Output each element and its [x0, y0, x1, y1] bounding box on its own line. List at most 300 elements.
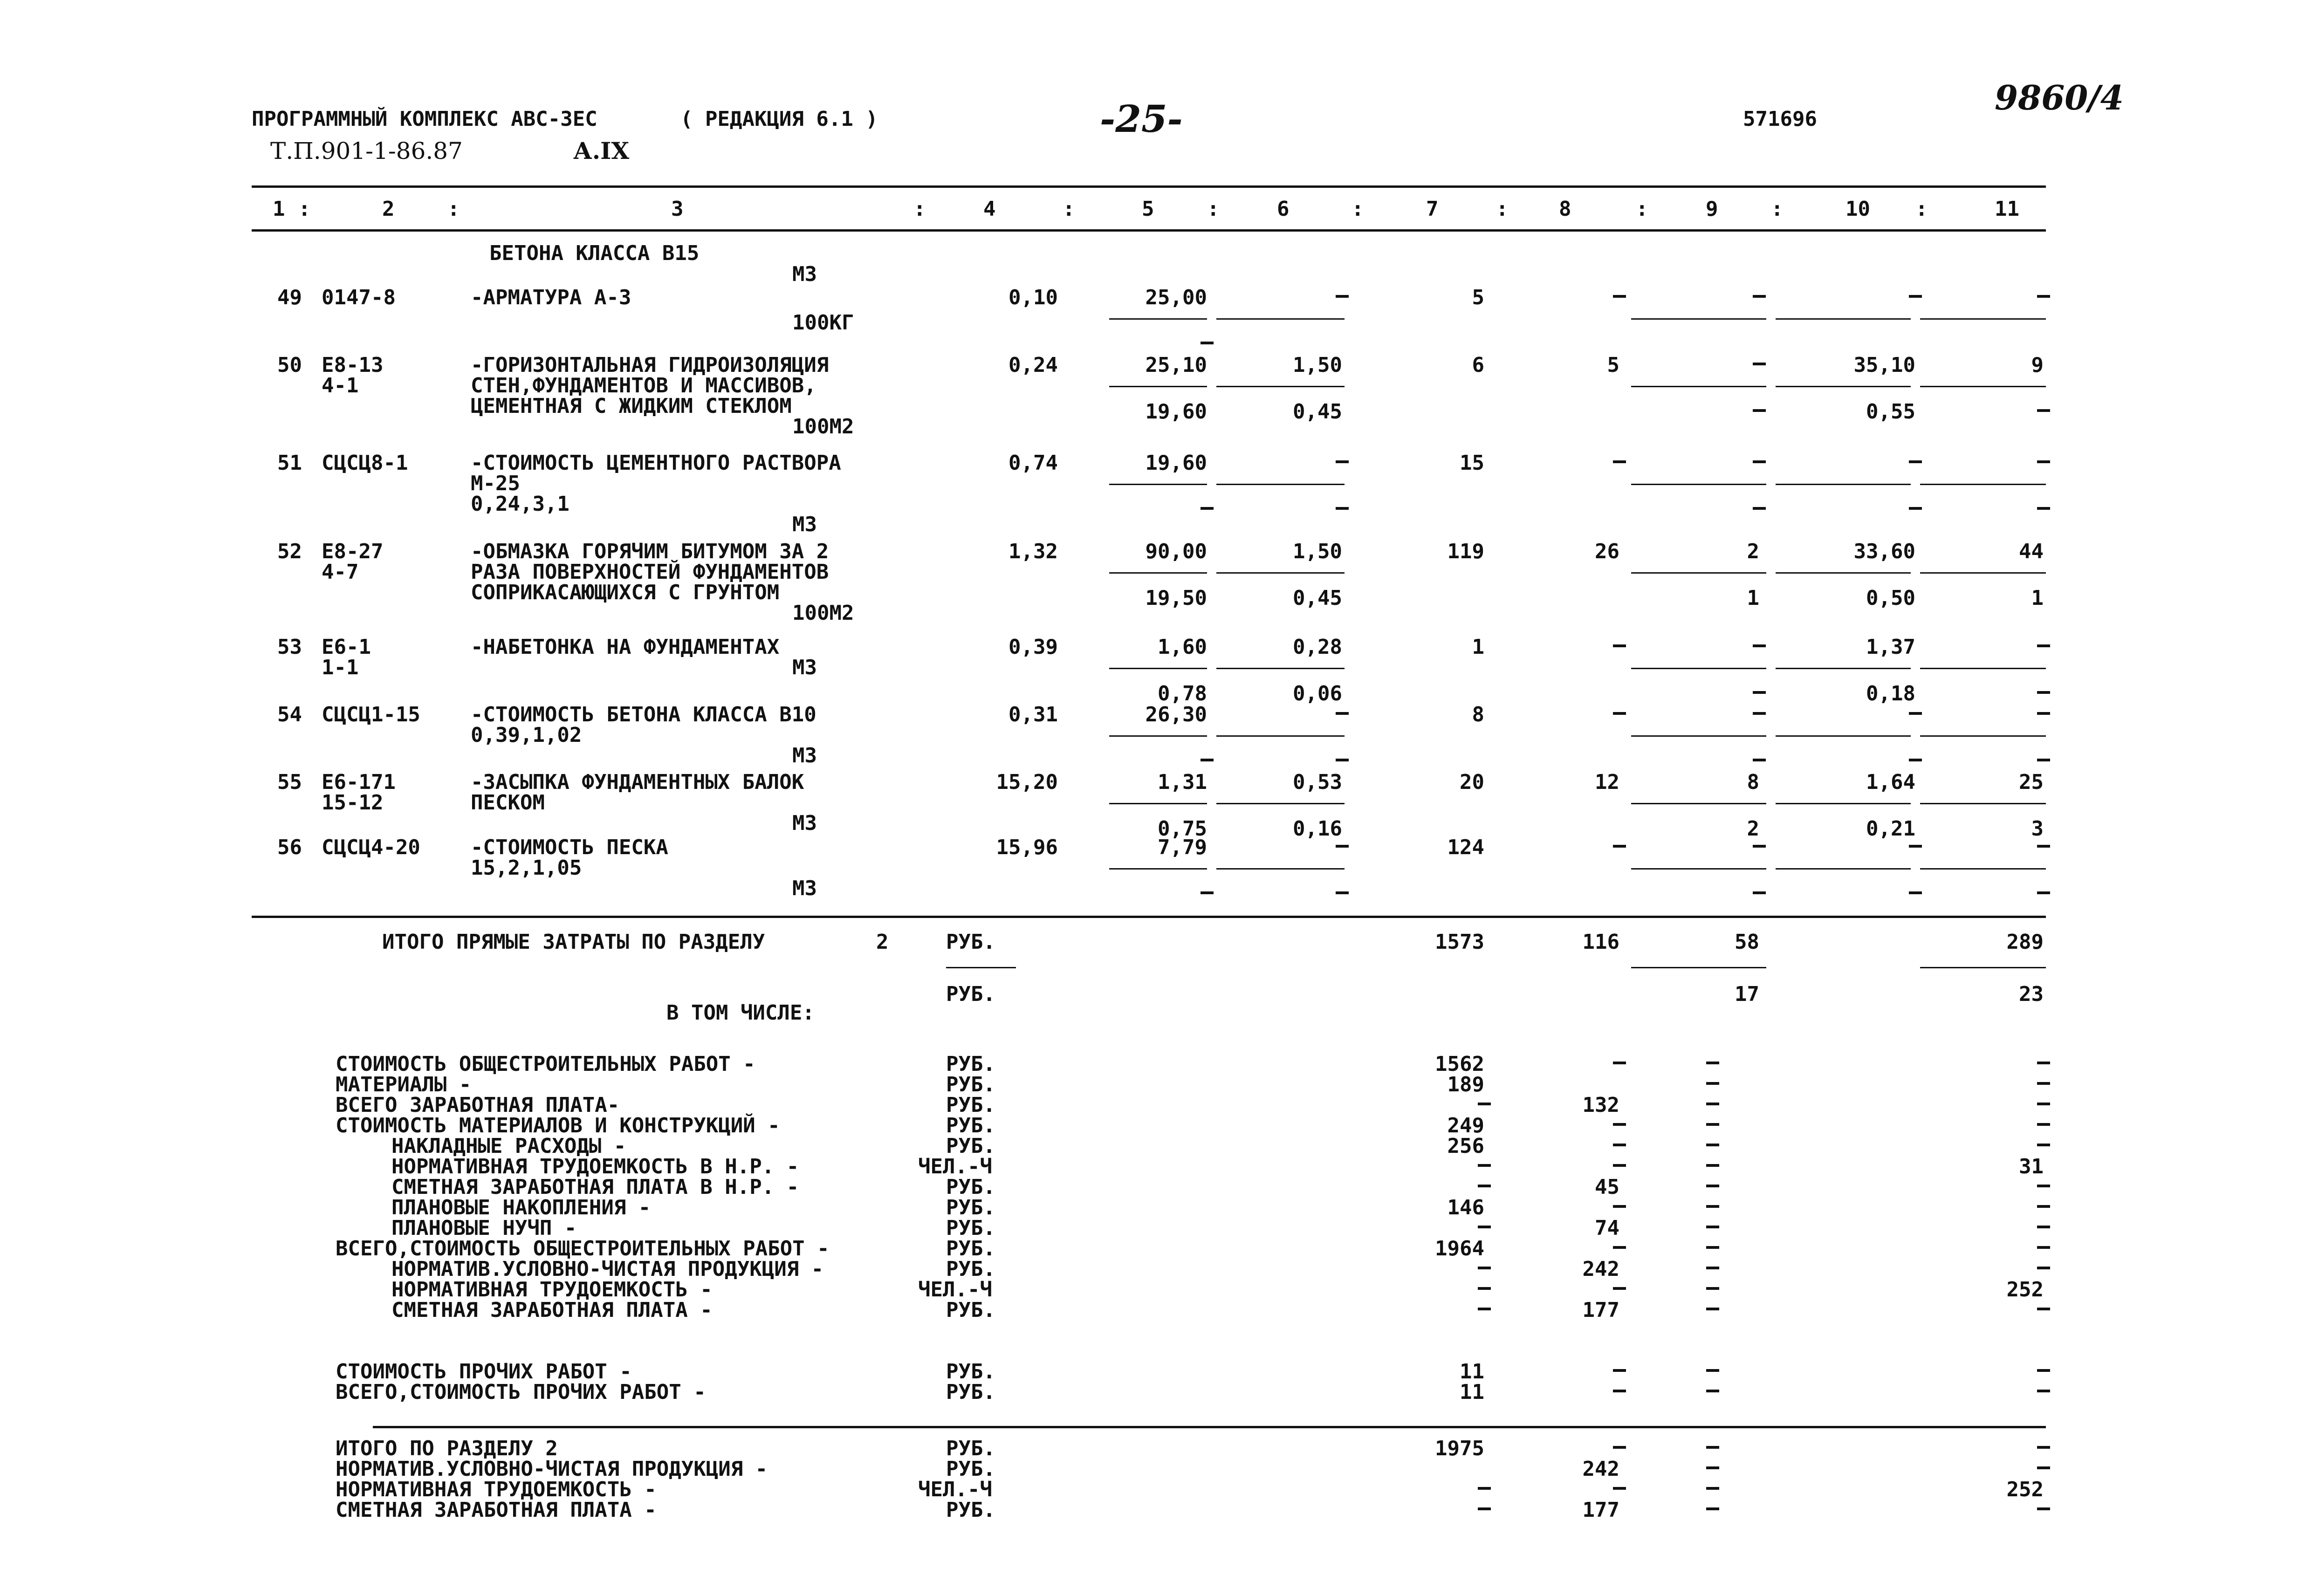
- cell-divider: [1920, 735, 2046, 737]
- operation-salary: [1753, 891, 1766, 894]
- column-header-4: 4: [983, 197, 996, 221]
- summary-labour: [2037, 1246, 2050, 1249]
- summary-unit: РУБ.: [946, 1457, 995, 1481]
- direct-labour-operation: 23: [2019, 982, 2044, 1006]
- operation-salary: [1753, 409, 1766, 412]
- summary-unit: РУБ.: [946, 1237, 995, 1260]
- summary-label: МАТЕРИАЛЫ -: [336, 1073, 472, 1096]
- summary-operation: [1706, 1369, 1719, 1372]
- unit-operation-salary: [1336, 759, 1349, 761]
- total-salary: [1613, 460, 1626, 463]
- labour-unit: [1909, 845, 1922, 848]
- item-unit: 100М2: [792, 415, 854, 438]
- item-unit: М3: [792, 656, 817, 679]
- unit-cost-operation: 1,50: [1293, 540, 1342, 563]
- edition-label: ( РЕДАКЦИЯ 6.1 ): [680, 107, 878, 131]
- item-description: 15,2,1,05: [471, 856, 582, 880]
- column-header-9: 9: [1706, 197, 1718, 221]
- quantity: 0,39: [1008, 635, 1058, 659]
- quantity: 0,10: [1008, 286, 1058, 309]
- item-description: ЦЕМЕНТНАЯ С ЖИДКИМ СТЕКЛОМ: [471, 394, 792, 418]
- unit-salary: [1201, 759, 1214, 761]
- total-operation: 2: [1747, 540, 1759, 563]
- unit-operation-salary: 0,45: [1293, 400, 1342, 424]
- column-separator: :: [913, 197, 926, 221]
- direct-total: 1573: [1435, 930, 1484, 954]
- labour-total: [2037, 644, 2050, 647]
- unit-rub: РУБ.: [946, 982, 995, 1006]
- summary-total: 1562: [1435, 1052, 1484, 1076]
- summary-label: СТОИМОСТЬ ПРОЧИХ РАБОТ -: [336, 1360, 632, 1384]
- column-separator: :: [1063, 197, 1075, 221]
- cell-divider: [1920, 386, 2046, 387]
- summary-unit: РУБ.: [946, 1196, 995, 1219]
- item-unit: 100М2: [792, 601, 854, 625]
- column-separator: :: [1352, 197, 1364, 221]
- labour-operation-total: 1: [2031, 586, 2044, 610]
- item-description: -ГОРИЗОНТАЛЬНАЯ ГИДРОИЗОЛЯЦИЯ: [471, 353, 829, 377]
- column-header-8: 8: [1559, 197, 1571, 221]
- archive-number: 9860/4: [1995, 78, 2124, 117]
- summary-total: 1964: [1435, 1237, 1484, 1260]
- summary-unit: РУБ.: [946, 1498, 995, 1522]
- cell-divider: [1776, 386, 1911, 387]
- item-code: СЦСЦ4-20: [322, 836, 420, 859]
- summary-operation: [1706, 1267, 1719, 1269]
- direct-costs-label: ИТОГО ПРЯМЫЕ ЗАТРАТЫ ПО РАЗДЕЛУ: [382, 930, 765, 954]
- cell-divider: [1631, 735, 1766, 737]
- item-code: СЦСЦ1-15: [322, 703, 420, 726]
- row-number: 52: [277, 540, 302, 563]
- cell-divider: [1109, 386, 1207, 387]
- labour-total: [2037, 845, 2050, 848]
- item-description: -ОБМАЗКА ГОРЯЧИМ БИТУМОМ ЗА 2: [471, 540, 829, 563]
- cell-divider: [1776, 735, 1911, 737]
- summary-total: [1478, 1308, 1491, 1310]
- column-separator: :: [447, 197, 460, 221]
- summary-operation: [1706, 1507, 1719, 1510]
- quantity: 1,32: [1008, 540, 1058, 563]
- summary-total: [1478, 1185, 1491, 1187]
- unit-operation-salary: 0,06: [1293, 682, 1342, 706]
- item-description: -ЗАСЫПКА ФУНДАМЕНТНЫХ БАЛОК: [471, 770, 804, 794]
- cell-divider: [1109, 484, 1207, 485]
- summary-unit: РУБ.: [946, 1052, 995, 1076]
- summary-operation: [1706, 1308, 1719, 1310]
- direct-salary: 116: [1582, 930, 1619, 954]
- album-number: А.IX: [573, 137, 630, 164]
- summary-total: [1478, 1164, 1491, 1167]
- labour-operation-total: [2037, 691, 2050, 694]
- summary-labour: [2037, 1507, 2050, 1510]
- cell-divider: [1216, 803, 1345, 804]
- item-unit: М3: [792, 513, 817, 536]
- column-separator: :: [1496, 197, 1509, 221]
- totals-top-rule: [252, 916, 2046, 918]
- labour-operation: 0,21: [1866, 817, 1915, 841]
- summary-labour: 252: [2006, 1478, 2044, 1501]
- summary-label: СМЕТНАЯ ЗАРАБОТНАЯ ПЛАТА -: [336, 1498, 657, 1522]
- item-code: СЦСЦ8-1: [322, 451, 408, 475]
- cell-divider: [1920, 668, 2046, 669]
- summary-operation: [1706, 1103, 1719, 1105]
- summary-labour: [2037, 1144, 2050, 1146]
- summary-unit: РУБ.: [946, 1437, 995, 1460]
- cell-divider: [1631, 318, 1766, 320]
- row-number: 55: [277, 770, 302, 794]
- summary-total: [1478, 1287, 1491, 1290]
- total-cost: 124: [1447, 836, 1484, 859]
- unit-cost-operation: 0,53: [1293, 770, 1342, 794]
- cell-divider: [1216, 668, 1345, 669]
- unit-operation-salary: [1336, 891, 1349, 894]
- item-description: -СТОИМОСТЬ ЦЕМЕНТНОГО РАСТВОРА: [471, 451, 841, 475]
- labour-operation: 0,50: [1866, 586, 1915, 610]
- item-code: Е8-13: [322, 353, 384, 377]
- summary-labour: [2037, 1446, 2050, 1449]
- cell-divider: [1216, 735, 1345, 737]
- summary-label: НОРМАТИВНАЯ ТРУДОЕМКОСТЬ -: [391, 1278, 713, 1301]
- summary-operation: [1706, 1390, 1719, 1392]
- summary-labour: 31: [2019, 1155, 2044, 1178]
- summary-salary: [1613, 1205, 1626, 1208]
- summary-label: НОРМАТИВ.УСЛОВНО-ЧИСТАЯ ПРОДУКЦИЯ -: [336, 1457, 768, 1481]
- summary-unit: ЧЕЛ.-Ч: [918, 1478, 992, 1501]
- cell-divider: [1920, 868, 2046, 870]
- row-number: 54: [277, 703, 302, 726]
- row-number: 49: [277, 286, 302, 309]
- cell-divider: [1776, 318, 1911, 320]
- quantity: 0,24: [1008, 353, 1058, 377]
- summary-salary: [1613, 1390, 1626, 1392]
- total-cost: 8: [1472, 703, 1484, 726]
- summary-label: ПЛАНОВЫЕ НАКОПЛЕНИЯ -: [391, 1196, 651, 1219]
- summary-salary: 132: [1582, 1093, 1619, 1117]
- summary-unit: РУБ.: [946, 1175, 995, 1199]
- summary-labour: [2037, 1082, 2050, 1085]
- labour-operation-total: 3: [2031, 817, 2044, 841]
- unit-cost-operation: [1336, 460, 1349, 463]
- summary-label: СМЕТНАЯ ЗАРАБОТНАЯ ПЛАТА -: [391, 1298, 713, 1322]
- summary-labour: [2037, 1062, 2050, 1064]
- cell-divider: [946, 967, 1016, 968]
- row-number: 50: [277, 353, 302, 377]
- cell-divider: [1631, 668, 1766, 669]
- summary-label: ПЛАНОВЫЕ НУЧП -: [391, 1216, 577, 1240]
- total-operation: [1753, 712, 1766, 715]
- item-unit: М3: [792, 744, 817, 767]
- summary-unit: РУБ.: [946, 1114, 995, 1137]
- item-code-sub: 4-7: [322, 560, 359, 584]
- summary-operation: [1706, 1287, 1719, 1290]
- operation-salary: [1753, 759, 1766, 761]
- operation-salary: [1753, 691, 1766, 694]
- summary-label: НОРМАТИВ.УСЛОВНО-ЧИСТАЯ ПРОДУКЦИЯ -: [391, 1257, 824, 1281]
- unit-cost-operation: 0,28: [1293, 635, 1342, 659]
- summary-label: ВСЕГО ЗАРАБОТНАЯ ПЛАТА-: [336, 1093, 620, 1117]
- unit-operation-salary: 0,16: [1293, 817, 1342, 841]
- summary-total: [1478, 1103, 1491, 1105]
- summary-label: НОРМАТИВНАЯ ТРУДОЕМКОСТЬ В Н.Р. -: [391, 1155, 799, 1178]
- cell-divider: [1776, 484, 1911, 485]
- labour-total: [2037, 295, 2050, 298]
- cell-divider: [1631, 803, 1766, 804]
- summary-operation: [1706, 1446, 1719, 1449]
- summary-total: 11: [1460, 1380, 1484, 1404]
- total-operation: [1753, 845, 1766, 848]
- labour-unit: 35,10: [1853, 353, 1915, 377]
- summary-unit: РУБ.: [946, 1380, 995, 1404]
- row-number: 51: [277, 451, 302, 475]
- cell-divider: [1631, 386, 1766, 387]
- unit-salary: [1201, 891, 1214, 894]
- labour-operation-total: [2037, 507, 2050, 510]
- labour-operation: 0,18: [1866, 682, 1915, 706]
- item-code-sub: 1-1: [322, 656, 359, 679]
- item-unit: М3: [792, 262, 817, 286]
- summary-salary: 242: [1582, 1257, 1619, 1281]
- project-number: Т.П.901-1-86.87: [270, 137, 463, 164]
- total-operation: [1753, 363, 1766, 365]
- summary-salary: [1613, 1446, 1626, 1449]
- including-label: В ТОМ ЧИСЛЕ:: [666, 1001, 815, 1025]
- summary-labour: [2037, 1123, 2050, 1126]
- labour-unit: [1909, 460, 1922, 463]
- cell-divider: [1216, 484, 1345, 485]
- total-cost: 20: [1460, 770, 1484, 794]
- labour-operation: [1909, 759, 1922, 761]
- summary-label: НОРМАТИВНАЯ ТРУДОЕМКОСТЬ -: [336, 1478, 657, 1501]
- cell-divider: [1109, 868, 1207, 870]
- total-salary: 5: [1607, 353, 1619, 377]
- section-total-rule: [373, 1426, 2046, 1428]
- unit-operation-salary: 0,45: [1293, 586, 1342, 610]
- unit-operation-salary: [1336, 507, 1349, 510]
- cell-divider: [1216, 572, 1345, 574]
- unit-cost-operation: [1336, 712, 1349, 715]
- cell-divider: [1109, 668, 1207, 669]
- labour-unit: [1909, 712, 1922, 715]
- summary-salary: [1613, 1369, 1626, 1372]
- summary-operation: [1706, 1487, 1719, 1490]
- summary-labour: [2037, 1308, 2050, 1310]
- unit-cost: 19,60: [1145, 451, 1207, 475]
- page-number: -25-: [1100, 97, 1183, 141]
- summary-label: ВСЕГО,СТОИМОСТЬ ОБЩЕСТРОИТЕЛЬНЫХ РАБОТ -: [336, 1237, 830, 1260]
- labour-unit: 1,64: [1866, 770, 1915, 794]
- cell-divider: [1776, 868, 1911, 870]
- summary-labour: [2037, 1185, 2050, 1187]
- summary-labour: [2037, 1103, 2050, 1105]
- operation-salary: 1: [1747, 586, 1759, 610]
- summary-total: 1975: [1435, 1437, 1484, 1460]
- labour-operation: [1909, 507, 1922, 510]
- labour-operation-total: [2037, 891, 2050, 894]
- item-description: -СТОИМОСТЬ БЕТОНА КЛАССА В10: [471, 703, 816, 726]
- summary-salary: [1613, 1144, 1626, 1146]
- operation-salary: [1753, 507, 1766, 510]
- summary-salary: 74: [1595, 1216, 1619, 1240]
- total-operation: [1753, 460, 1766, 463]
- quantity: 15,20: [996, 770, 1058, 794]
- summary-unit: ЧЕЛ.-Ч: [918, 1278, 992, 1301]
- summary-operation: [1706, 1185, 1719, 1187]
- summary-label: СТОИМОСТЬ МАТЕРИАЛОВ И КОНСТРУКЦИЙ -: [336, 1114, 780, 1137]
- unit-salary: [1201, 507, 1214, 510]
- unit-salary: 19,60: [1145, 400, 1207, 424]
- column-header-2: 2: [382, 197, 395, 221]
- summary-salary: [1613, 1287, 1626, 1290]
- summary-salary: [1613, 1487, 1626, 1490]
- summary-operation: [1706, 1123, 1719, 1126]
- header-bottom-rule: [252, 229, 2046, 232]
- summary-unit: РУБ.: [946, 1134, 995, 1158]
- labour-operation: 0,55: [1866, 400, 1915, 424]
- labour-operation-total: [2037, 409, 2050, 412]
- cell-divider: [1920, 803, 2046, 804]
- cell-divider: [1109, 318, 1207, 320]
- summary-total: 256: [1447, 1134, 1484, 1158]
- header-top-rule: [252, 185, 2046, 188]
- summary-operation: [1706, 1062, 1719, 1064]
- cell-divider: [1109, 803, 1207, 804]
- summary-operation: [1706, 1144, 1719, 1146]
- labour-total: [2037, 460, 2050, 463]
- summary-total: [1478, 1507, 1491, 1510]
- item-description: -НАБЕТОНКА НА ФУНДАМЕНТАХ: [471, 635, 780, 659]
- total-operation: [1753, 295, 1766, 298]
- summary-operation: [1706, 1164, 1719, 1167]
- total-cost: 5: [1472, 286, 1484, 309]
- cell-divider: [1216, 318, 1345, 320]
- summary-label: СТОИМОСТЬ ОБЩЕСТРОИТЕЛЬНЫХ РАБОТ -: [336, 1052, 755, 1076]
- labour-operation: [1909, 891, 1922, 894]
- summary-total: 249: [1447, 1114, 1484, 1137]
- summary-total: 146: [1447, 1196, 1484, 1219]
- labour-total: [2037, 712, 2050, 715]
- section-number: 2: [876, 930, 889, 954]
- cell-divider: [1631, 967, 1766, 968]
- summary-total: [1478, 1226, 1491, 1228]
- summary-labour: [2037, 1369, 2050, 1372]
- item-description: СТЕН,ФУНДАМЕНТОВ И МАССИВОВ,: [471, 374, 816, 397]
- direct-labour: 289: [2006, 930, 2044, 954]
- summary-unit: РУБ.: [946, 1257, 995, 1281]
- cell-divider: [1216, 868, 1345, 870]
- labour-total: 25: [2019, 770, 2044, 794]
- cell-divider: [1109, 572, 1207, 574]
- summary-salary: [1613, 1164, 1626, 1167]
- total-cost: 15: [1460, 451, 1484, 475]
- total-operation: [1753, 644, 1766, 647]
- column-header-7: 7: [1426, 197, 1439, 221]
- total-cost: 6: [1472, 353, 1484, 377]
- cell-divider: [1631, 868, 1766, 870]
- operation-salary: 2: [1747, 817, 1759, 841]
- summary-salary: 177: [1582, 1298, 1619, 1322]
- unit-salary: [1201, 342, 1214, 344]
- column-header-5: 5: [1142, 197, 1154, 221]
- summary-total: 11: [1460, 1360, 1484, 1384]
- unit-cost: 1,31: [1158, 770, 1207, 794]
- cell-divider: [1631, 484, 1766, 485]
- item-code: Е6-1: [322, 635, 371, 659]
- item-description: -АРМАТУРА А-3: [471, 286, 631, 309]
- unit-cost-operation: 1,50: [1293, 353, 1342, 377]
- item-description: -СТОИМОСТЬ ПЕСКА: [471, 836, 668, 859]
- unit-cost: 7,79: [1158, 836, 1207, 859]
- column-header-10: 10: [1845, 197, 1870, 221]
- unit-cost: 25,00: [1145, 286, 1207, 309]
- summary-operation: [1706, 1205, 1719, 1208]
- summary-unit: РУБ.: [946, 1216, 995, 1240]
- column-header-1: 1: [273, 197, 285, 221]
- summary-labour: 252: [2006, 1278, 2044, 1301]
- column-header-11: 11: [1995, 197, 2019, 221]
- item-code: Е6-171: [322, 770, 396, 794]
- labour-unit: 33,60: [1853, 540, 1915, 563]
- unit-cost-operation: [1336, 295, 1349, 298]
- column-separator: :: [298, 197, 311, 221]
- item-unit: 100КГ: [792, 311, 854, 335]
- summary-operation: [1706, 1226, 1719, 1228]
- summary-total: 189: [1447, 1073, 1484, 1096]
- direct-operation-salary: 17: [1735, 982, 1759, 1006]
- item-unit: М3: [792, 877, 817, 900]
- total-salary: [1613, 845, 1626, 848]
- cell-divider: [1631, 572, 1766, 574]
- quantity: 15,96: [996, 836, 1058, 859]
- item-description: ПЕСКОМ: [471, 791, 545, 815]
- total-salary: 26: [1595, 540, 1619, 563]
- labour-total: 44: [2019, 540, 2044, 563]
- summary-unit: РУБ.: [946, 1073, 995, 1096]
- summary-labour: [2037, 1466, 2050, 1469]
- summary-labour: [2037, 1205, 2050, 1208]
- quantity: 0,31: [1008, 703, 1058, 726]
- labour-total: 9: [2031, 353, 2044, 377]
- summary-operation: [1706, 1082, 1719, 1085]
- column-separator: :: [1207, 197, 1220, 221]
- summary-operation: [1706, 1246, 1719, 1249]
- direct-operation: 58: [1735, 930, 1759, 954]
- item-code-sub: 4-1: [322, 374, 359, 397]
- summary-label: ИТОГО ПО РАЗДЕЛУ 2: [336, 1437, 558, 1460]
- item-description: 0,39,1,02: [471, 723, 582, 747]
- summary-salary: [1613, 1246, 1626, 1249]
- labour-unit: [1909, 295, 1922, 298]
- column-header-6: 6: [1277, 197, 1290, 221]
- unit-cost-operation: [1336, 845, 1349, 848]
- summary-labour: [2037, 1267, 2050, 1269]
- document-code: 571696: [1743, 107, 1817, 131]
- summary-total: [1478, 1267, 1491, 1269]
- column-separator: :: [1636, 197, 1648, 221]
- cell-divider: [1920, 484, 2046, 485]
- summary-salary: 177: [1582, 1498, 1619, 1522]
- labour-operation-total: [2037, 759, 2050, 761]
- summary-total: [1478, 1487, 1491, 1490]
- summary-labour: [2037, 1226, 2050, 1228]
- item-description: М-25: [471, 472, 520, 495]
- summary-salary: [1613, 1062, 1626, 1064]
- total-salary: [1613, 295, 1626, 298]
- cell-divider: [1776, 803, 1911, 804]
- column-separator: :: [1915, 197, 1928, 221]
- summary-unit: РУБ.: [946, 1298, 995, 1322]
- labour-unit: 1,37: [1866, 635, 1915, 659]
- item-description: РАЗА ПОВЕРХНОСТЕЙ ФУНДАМЕНТОВ: [471, 560, 829, 584]
